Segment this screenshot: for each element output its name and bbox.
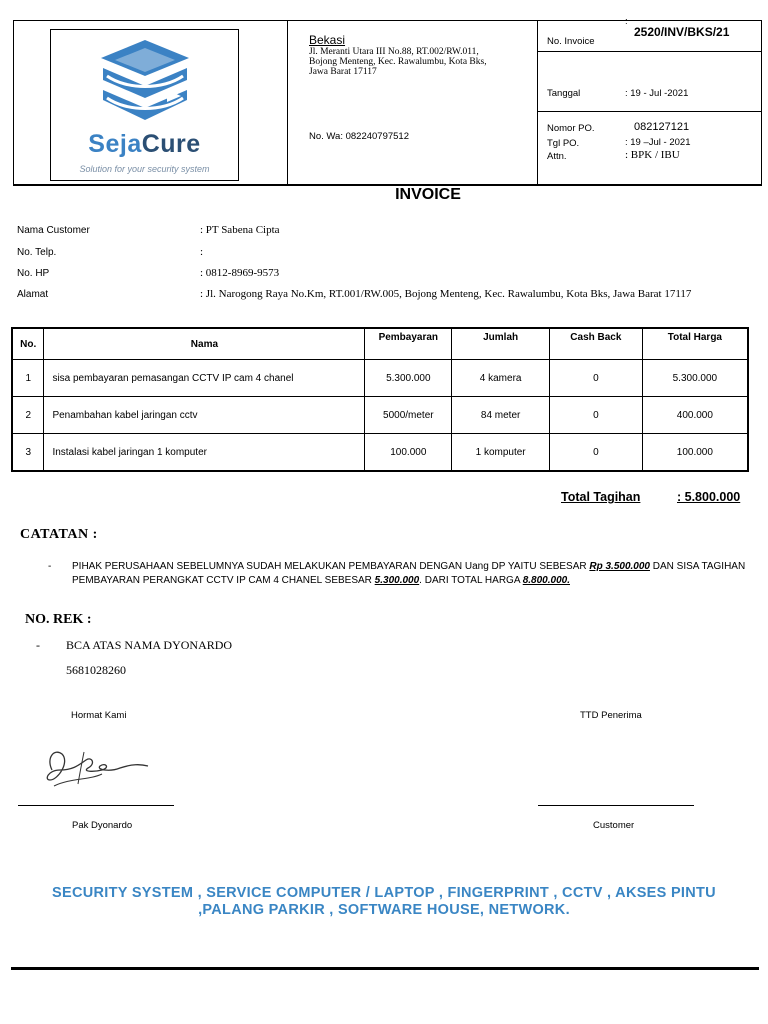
table-cell: 5.300.000 [642, 360, 748, 397]
company-city: Bekasi [309, 33, 346, 47]
document-title: INVOICE [395, 186, 461, 203]
phone-value: : [200, 246, 204, 258]
table-cell: 400.000 [642, 397, 748, 434]
company-whatsapp: No. Wa: 082240797512 [309, 131, 410, 142]
table-cell: 3 [12, 434, 44, 472]
invoice-colon: : [625, 16, 628, 27]
signature-line-left [18, 805, 174, 806]
account-bank: BCA ATAS NAMA DYONARDO [66, 638, 233, 652]
table-row [12, 434, 748, 472]
notes-total-price: 8.800.000. [522, 575, 570, 586]
po-date-value: : 19 –Jul - 2021 [625, 137, 691, 148]
signature-left-name: Pak Dyonardo [72, 820, 133, 831]
address-value: : Jl. Narogong Raya No.Km, RT.001/RW.005, Bojong Menteng, Kec. Rawalumbu, Kota Bks, Jawa Barat 17117 [200, 288, 692, 300]
handwritten-signature [40, 740, 160, 792]
footer-rule [11, 967, 759, 970]
header-divider [537, 111, 761, 112]
date-label: Tanggal [547, 88, 581, 99]
notes-heading: CATATAN : [20, 527, 98, 542]
notes-text-part: . DARI TOTAL HARGA [419, 575, 523, 586]
account-bullet: - [36, 638, 40, 652]
items-table [11, 327, 749, 472]
column-header: No. [12, 328, 44, 360]
attn-label: Attn. [547, 151, 567, 162]
table-cell: 5000/meter [365, 397, 452, 434]
table-cell: 0 [550, 397, 643, 434]
table-cell: Instalasi kabel jaringan 1 komputer [44, 434, 365, 472]
signature-right-label: TTD Penerima [580, 710, 642, 721]
services-line-1: SECURITY SYSTEM , SERVICE COMPUTER / LAPTOP , FINGERPRINT , CCTV , AKSES PINTU [52, 885, 716, 901]
mobile-label: No. HP [17, 268, 50, 279]
table-cell: 1 [12, 360, 44, 397]
table-cell: 84 meter [452, 397, 550, 434]
company-logo [50, 29, 239, 181]
notes-dp-amount: Rp 3.500.000 [589, 561, 650, 572]
total-label: Total Tagihan [561, 490, 641, 504]
shield-logo-icon [93, 36, 197, 126]
address-label: Alamat [17, 289, 49, 300]
signature-right-name: Customer [593, 820, 635, 831]
mobile-value: : 0812-8969-9573 [200, 267, 280, 279]
table-row [12, 397, 748, 434]
table-cell: 5.300.000 [365, 360, 452, 397]
date-value: : 19 - Jul -2021 [625, 88, 689, 99]
table-cell: sisa pembayaran pemasangan CCTV IP cam 4 chanel [44, 360, 365, 397]
header-divider [287, 21, 288, 184]
logo-wordmark: SejaCure [88, 130, 201, 158]
signature-line-right [538, 805, 694, 806]
column-header: Nama [44, 328, 365, 360]
notes-bullet: - [48, 561, 52, 572]
table-header-row [12, 328, 748, 360]
account-number: 5681028260 [66, 663, 126, 677]
column-header: Jumlah [452, 328, 550, 360]
signature-left-label: Hormat Kami [71, 710, 127, 721]
column-header: Total Harga [642, 328, 748, 360]
attn-value: : BPK / IBU [625, 149, 680, 161]
services-line-2: ,PALANG PARKIR , SOFTWARE HOUSE, NETWORK. [198, 902, 570, 918]
notes-text-part: PIHAK PERUSAHAAN SEBELUMNYA SUDAH MELAKUKAN PEMBAYARAN DENGAN Uang DP YAITU SEBESAR [72, 561, 590, 572]
table-cell: 100.000 [642, 434, 748, 472]
table-cell: 1 komputer [452, 434, 550, 472]
company-address: Jl. Meranti Utara III No.88, RT.002/RW.011, Bojong Menteng, Kec. Rawalumbu, Kota Bks, Jawa Barat 17117 [309, 47, 487, 77]
header-divider [537, 21, 538, 184]
notes-text-part: DAN SISA TAGIHAN PEMBAYARAN PERANGKAT CCTV IP CAM 4 CHANEL SEBESAR [72, 561, 746, 586]
notes-text [72, 560, 757, 588]
phone-label: No. Telp. [17, 247, 57, 258]
invoice-number-label: No. Invoice [547, 36, 595, 47]
column-header: Cash Back [550, 328, 643, 360]
table-cell: Penambahan kabel jaringan cctv [44, 397, 365, 434]
customer-label: Nama Customer [17, 225, 90, 236]
po-value: 082127121 [634, 121, 690, 133]
table-cell: 0 [550, 434, 643, 472]
notes-remaining-amount: 5.300.000 [374, 575, 420, 586]
header-divider [537, 51, 761, 52]
invoice-number: 2520/INV/BKS/21 [634, 25, 730, 39]
account-heading: NO. REK : [25, 612, 92, 627]
po-label: Nomor PO. [547, 123, 595, 134]
po-date-label: Tgl PO. [547, 138, 580, 149]
table-cell: 2 [12, 397, 44, 434]
table-cell: 0 [550, 360, 643, 397]
table-cell: 4 kamera [452, 360, 550, 397]
customer-value: : PT Sabena Cipta [200, 224, 280, 236]
column-header: Pembayaran [365, 328, 452, 360]
total-value: : 5.800.000 [677, 490, 741, 504]
logo-tagline: Solution for your security system [79, 164, 210, 174]
invoice-header [13, 16, 762, 186]
table-row [12, 360, 748, 397]
table-cell: 100.000 [365, 434, 452, 472]
